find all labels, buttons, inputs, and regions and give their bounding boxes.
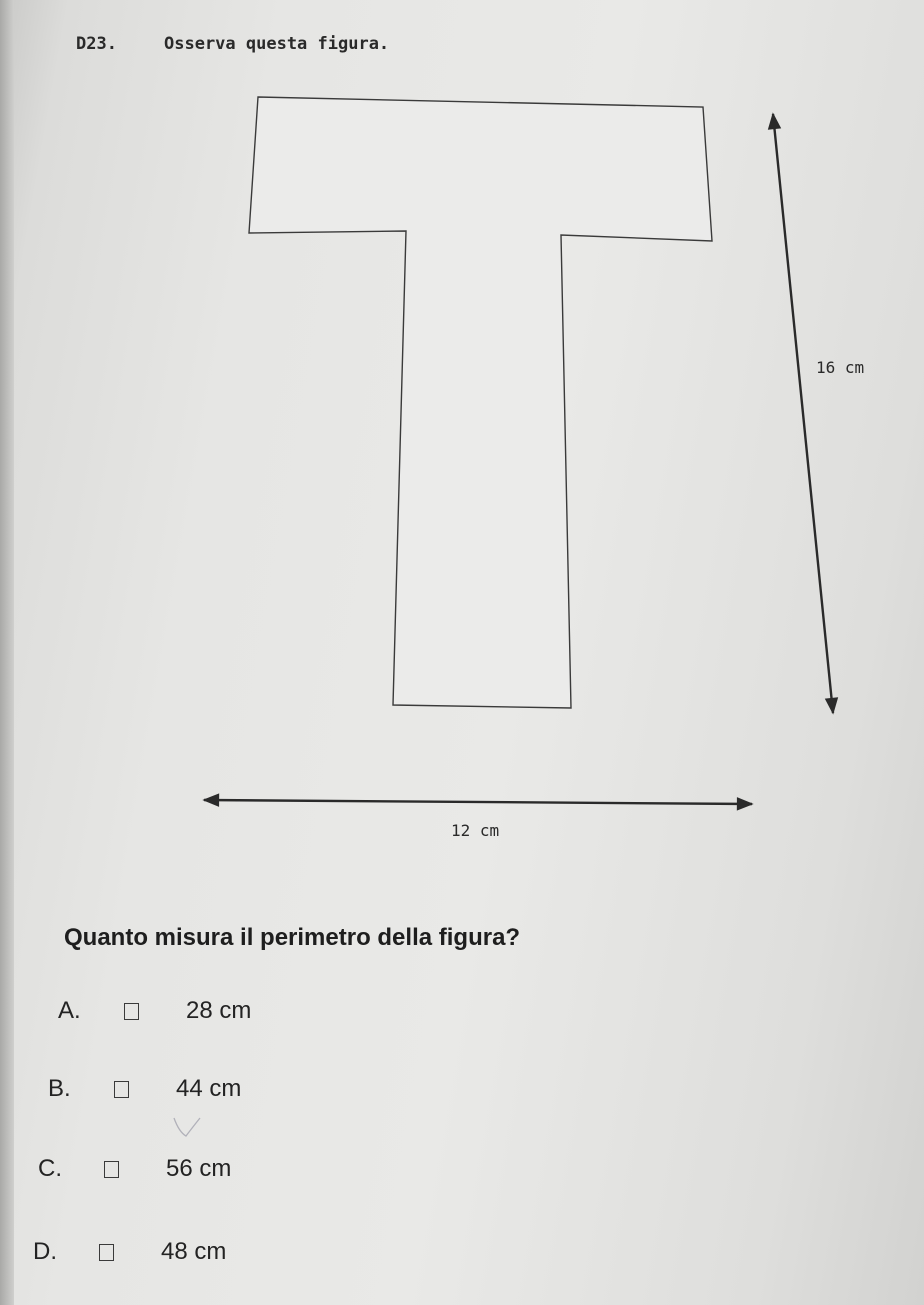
option-a[interactable] [58, 997, 251, 1025]
height-dimension-label: 16 cm [816, 358, 865, 377]
option-c-checkbox[interactable] [104, 1161, 119, 1178]
option-value: 28 cm [186, 997, 252, 1024]
option-a-checkbox[interactable] [124, 1003, 139, 1020]
width-dimension-label: 12 cm [451, 821, 500, 840]
option-letter: B. [48, 1075, 71, 1102]
option-letter: A. [58, 997, 81, 1024]
option-letter: C. [38, 1155, 62, 1182]
option-value: 44 cm [176, 1075, 242, 1102]
option-letter: D. [33, 1238, 57, 1265]
option-b-checkbox[interactable] [114, 1081, 129, 1098]
t-shape-outline [249, 97, 712, 708]
height-dimension-arrow [773, 114, 833, 713]
exercise-instruction: Osserva questa figura. [164, 34, 390, 54]
width-dimension-arrow [204, 800, 752, 804]
question-text: Quanto misura il perimetro della figura? [64, 924, 521, 951]
exercise-number: D23. [76, 34, 117, 54]
option-value: 48 cm [161, 1238, 227, 1265]
option-b[interactable] [48, 1075, 241, 1103]
option-d-checkbox[interactable] [99, 1244, 114, 1261]
option-value: 56 cm [166, 1155, 232, 1182]
option-c[interactable] [38, 1155, 231, 1183]
faint-check-mark-icon [170, 1112, 210, 1142]
option-d[interactable] [33, 1238, 226, 1266]
